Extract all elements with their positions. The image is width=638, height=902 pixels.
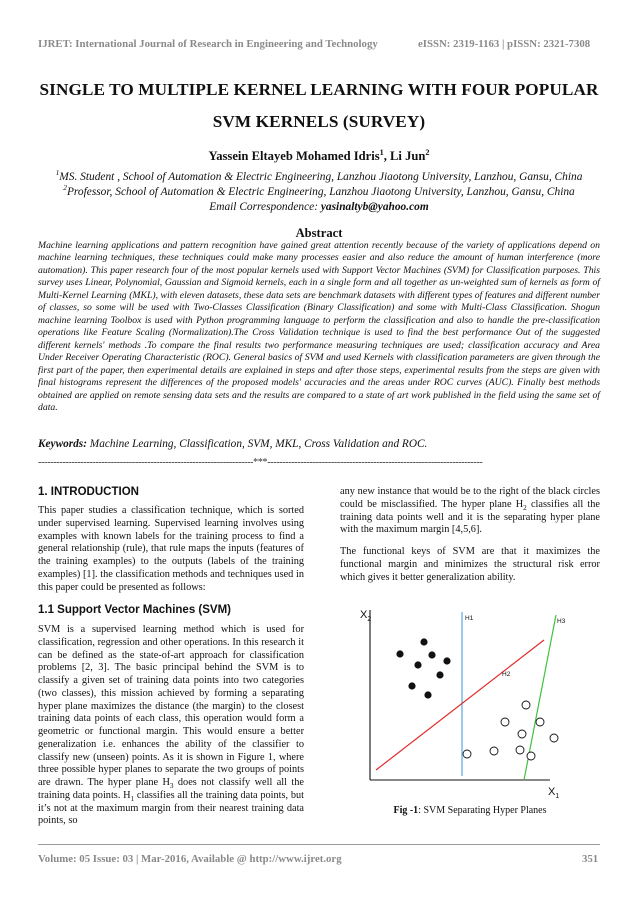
- footer-volume: Volume: 05 Issue: 03 | Mar-2016, Available @ http://www.ijret.org: [38, 853, 342, 865]
- black-point: [428, 651, 435, 658]
- black-point: [396, 650, 403, 657]
- right-paragraph-1: [340, 486, 600, 537]
- paper-title-line2: SVM KERNELS (SURVEY): [212, 112, 426, 131]
- footer-divider: [38, 844, 600, 845]
- svm-h3-sub: 3: [169, 782, 174, 791]
- black-point: [436, 671, 443, 678]
- email-link[interactable]: yasinaltyb@yahoo.com: [320, 201, 429, 213]
- class-black-points: [396, 638, 450, 698]
- affiliation-1: [0, 168, 638, 183]
- figure-caption-label: Fig -1: [393, 805, 419, 816]
- page-number: 351: [582, 853, 599, 865]
- author-2-sup: 2: [425, 147, 430, 157]
- affiliation-1-text: MS. Student , School of Automation & Electric Engineering, Lanzhou Jiaotong University, Lanzhou, Gansu, China: [59, 171, 583, 183]
- svm-hyperplane-figure: [352, 598, 584, 803]
- right-para1-part1: any new instance that would be to the right of the black circles could be misclassified. The hyper plane H: [340, 486, 600, 510]
- black-point: [424, 691, 431, 698]
- keywords-label: Keywords:: [38, 438, 90, 450]
- black-point: [420, 638, 427, 645]
- black-point: [443, 657, 450, 664]
- white-point: [550, 734, 558, 742]
- svm-text-part3: classifies all the training data points, but it’s not at the maximum margin from their nearest training data points, so: [38, 789, 304, 827]
- white-point: [516, 746, 524, 754]
- y-axis-label: $X_2$: [360, 609, 372, 623]
- svm-text-part1: SVM is a supervised learning method which is used for classification, regression and other operations. In this research it can be defined as the state-of-art approach for classification problems [2, 3]. The basic principal behind the SVM is to classify a given set of training data points into two categories (two classes), this mission achieved by forming a separating hyper plane maximizes the distance (the margin) to the closest training data points of each class, this operation would form a geometric or functional margin. This would ensure a better generalization i.e. enhances the ability of the classifier to classify new (unseen) points. As it is shown in Figure 1, where three possible hyper planes to separate the two groups of points are drawn. The hyper plane H: [38, 624, 304, 788]
- white-point: [522, 701, 530, 709]
- email-line: [0, 201, 638, 213]
- white-point: [501, 718, 509, 726]
- author-1: Yassein Eltayeb Mohamed Idris: [208, 149, 380, 163]
- black-point: [414, 661, 421, 668]
- white-point: [536, 718, 544, 726]
- h2-label: H2: [502, 671, 511, 678]
- section-separator: -----------------------------------------------------------------------***-----------------------------------------------------------------------: [38, 457, 483, 468]
- white-point: [527, 752, 535, 760]
- affiliation-2-text: Professor, School of Automation & Electric Engineering, Lanzhou Jiaotong University, Lanzhou, Gansu, China: [66, 186, 575, 198]
- introduction-text: This paper studies a classification technique, which is sorted under supervised learning. Supervised learning involves using examples with known labels for the training process to find a general relationship (rule), that rule maps the inputs (features of the training examples) to the outputs (labels of the training examples) [1]. the classification methods and techniques used in this paper could be presented as follows:: [38, 505, 304, 593]
- right-paragraph-2: The functional keys of SVM are that it maximizes the functional margin and minimizes the structural risk error which gives it better generalization ability.: [340, 546, 600, 583]
- svm-h1-sub: 1: [130, 794, 135, 803]
- right-h2-sub: 2: [523, 503, 527, 512]
- svm-text: [38, 624, 304, 828]
- class-white-points: [463, 701, 558, 760]
- issn: eISSN: 2319-1163 | pISSN: 2321-7308: [418, 38, 591, 50]
- journal-name: IJRET: International Journal of Research in Engineering and Technology: [38, 38, 378, 50]
- figure-caption-text: : SVM Separating Hyper Planes: [418, 805, 547, 816]
- author-1-sup: 1: [379, 147, 384, 157]
- paper-title-line1: SINGLE TO MULTIPLE KERNEL LEARNING WITH FOUR POPULAR: [39, 80, 599, 99]
- white-point: [463, 750, 471, 758]
- author-list: [0, 149, 638, 164]
- h1-label: H1: [465, 615, 474, 622]
- section-heading-svm: 1.1 Support Vector Machines (SVM): [38, 604, 231, 616]
- abstract-text: Machine learning applications and pattern recognition have gained great attention recently because of the variety of applications depend on machine learning techniques, these techniques could make many processes easier and also reduce the amount of human interference (more automation). This paper research four of the most popular kernels used with Support Vector Machines (SVM) for Classification purposes. This survey uses Linear, Polynomial, Gaussian and Sigmoid kernels, each in a single form and all together as un-weighted sum of kernels as form of Multi-Kernel Learning (MKL), with eleven datasets, these data sets are benchmark datasets with different types of features and different number of classes, so some will be used with Two-Classes Classification (Binary Classification) and some with Multi-Class Classification. Shogun machine learning Toolbox is used with Python programming language to perform the classification and also to handle the pre-classification operations like Feature Scaling (Normalization).The Cross Validation technique is used to find the best performance Out of the suggested different kernels' methods .To compare the final results two performance measuring techniques are used; classification accuracy and Area Under Receiver Operating Characteristic (ROC). General basics of SVM and used Kernels with classification parameters are given through the first part of the paper, then experimental details are explained in steps and after those steps, experimental results from the steps are given with final histograms represent the differences of the proposed models' accuracies and the areas under ROC curves (AUC). Finally best methods obtained are applied on remote sensing data sets and the results are compared to a state of art work published in the field using the same set of data.: [38, 240, 600, 414]
- figure-caption: [340, 805, 600, 816]
- x-axis-label: $X_1$: [548, 786, 560, 800]
- section-heading-introduction: 1. INTRODUCTION: [38, 486, 139, 498]
- abstract-heading: Abstract: [295, 226, 343, 240]
- black-point: [408, 682, 415, 689]
- white-point: [490, 747, 498, 755]
- affiliation-2-sup: 2: [63, 183, 67, 193]
- keywords: [38, 438, 600, 450]
- email-label: Email Correspondence:: [209, 201, 321, 213]
- white-point: [518, 730, 526, 738]
- right-para1-part2: classifies all the training data points well and it is the separating hyper plane with the maximum margin [4,5,6].: [340, 498, 600, 536]
- svm-text-part2: does not classify well all the training data points. H: [38, 777, 304, 801]
- keywords-text: Machine Learning, Classification, SVM, MKL, Cross Validation and ROC.: [89, 438, 428, 450]
- h3-label: H3: [557, 618, 566, 625]
- affiliation-1-sup: 1: [55, 168, 60, 178]
- affiliation-2: [0, 183, 638, 198]
- author-separator: ,: [383, 149, 391, 163]
- author-2: Li Jun: [390, 149, 426, 163]
